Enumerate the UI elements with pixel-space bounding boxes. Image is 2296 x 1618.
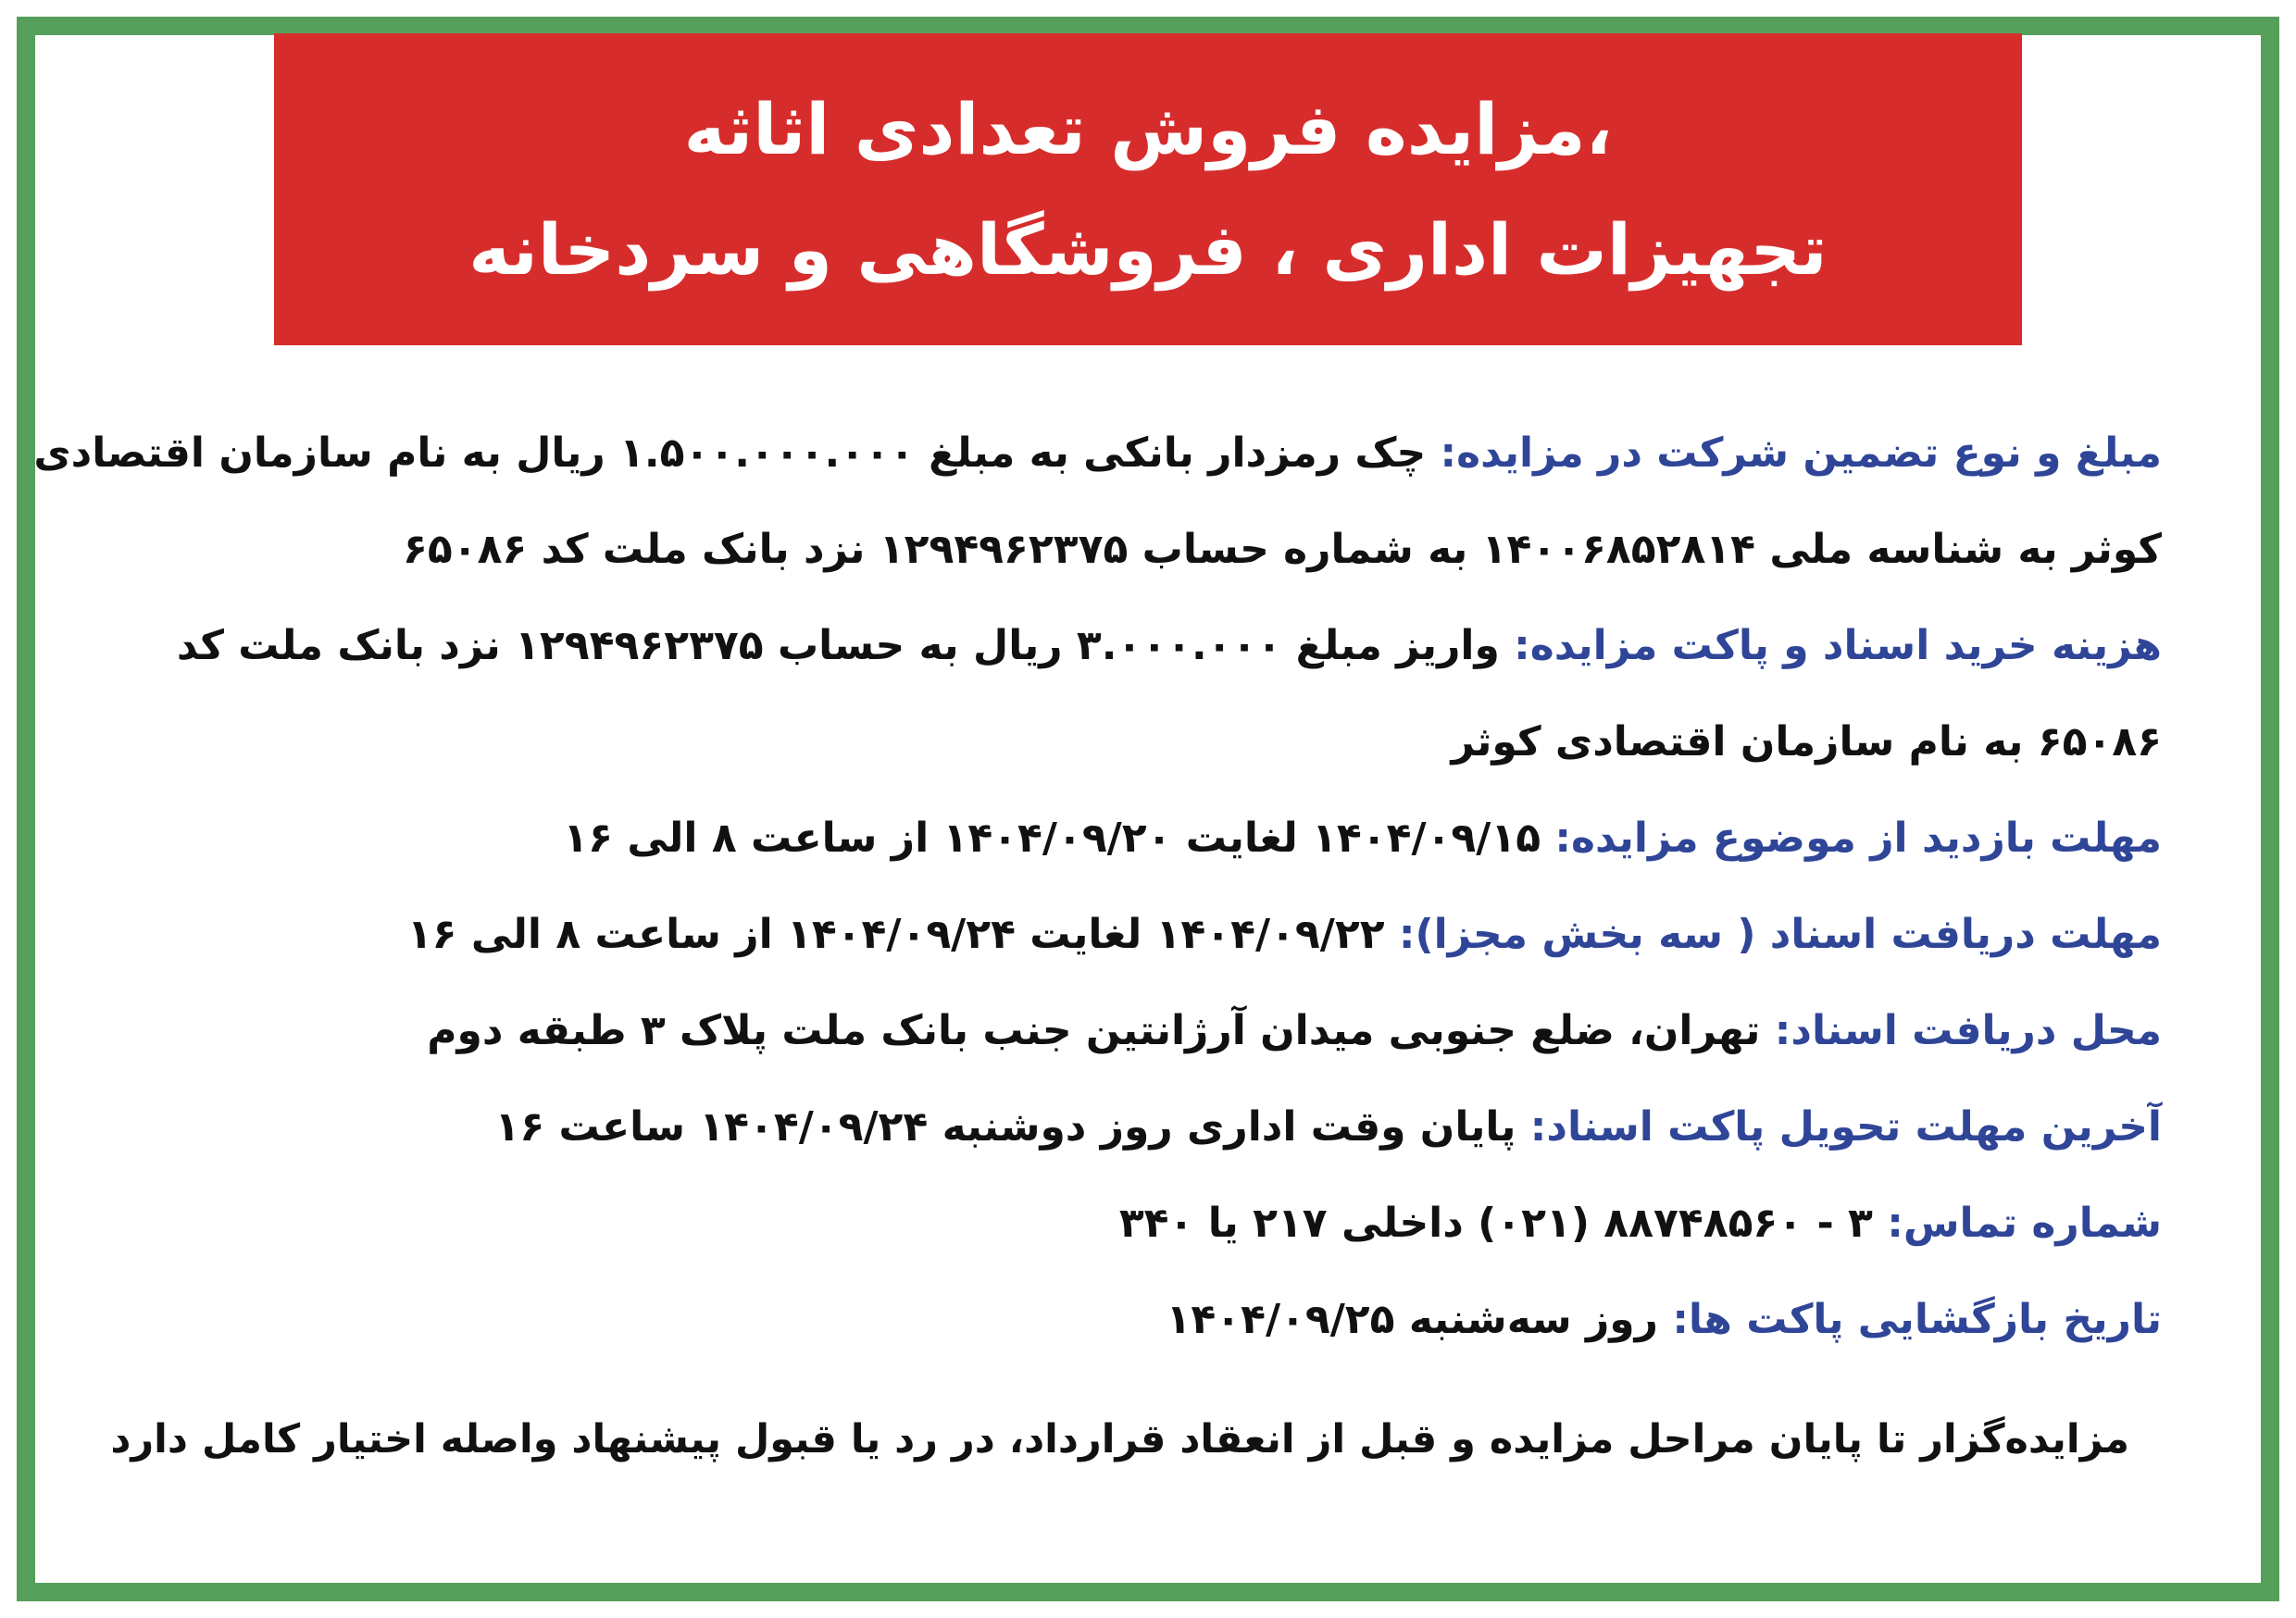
contact-text: ۳ - ۸۸۷۴۸۵۶۰ (۰۲۱) داخلی ۲۱۷ یا ۳۴۰ xyxy=(1118,1200,1873,1247)
documents-deadline-label: مهلت دریافت اسناد ( سه بخش مجزا): xyxy=(1398,911,2162,958)
title-banner xyxy=(274,33,2022,345)
documents-fee-row-1 xyxy=(176,598,2162,694)
guarantee-text-1: چک رمزدار بانکی به مبلغ ۱.۵۰۰.۰۰۰.۰۰۰ ریال به نام سازمان اقتصادی xyxy=(33,429,1427,477)
documents-location-row xyxy=(181,983,2162,1079)
documents-deadline-text: ۱۴۰۴/۰۹/۲۲ لغایت ۱۴۰۴/۰۹/۲۴ از ساعت ۸ الی ۱۶ xyxy=(406,911,1385,958)
opening-date-label: تاریخ بازگشایی پاکت ها: xyxy=(1672,1296,2162,1343)
submission-deadline-row xyxy=(181,1079,2162,1176)
documents-deadline-row xyxy=(181,887,2162,983)
documents-fee-text-1: واریز مبلغ ۳.۰۰۰.۰۰۰ ریال به حساب ۱۲۹۴۹۶۲۳۷۵ نزد بانک ملت کد xyxy=(176,622,1500,669)
visit-deadline-label: مهلت بازدید از موضوع مزایده: xyxy=(1554,815,2162,862)
documents-fee-label: هزینه خرید اسناد و پاکت مزایده: xyxy=(1514,622,2162,669)
submission-deadline-text: پایان وقت اداری روز دوشنبه ۱۴۰۴/۰۹/۲۴ ساعت ۱۶ xyxy=(494,1103,1516,1151)
guarantee-text-2: کوثر به شناسه ملی ۱۴۰۰۶۸۵۲۸۱۴ به شماره حساب ۱۲۹۴۹۶۲۳۷۵ نزد بانک ملت کد ۶۵۰۸۶ xyxy=(403,526,2162,573)
auction-details xyxy=(33,405,2162,1368)
submission-deadline-label: آخرین مهلت تحویل پاکت اسناد: xyxy=(1529,1103,2162,1151)
contact-row xyxy=(181,1176,2162,1272)
title-line-1: ،مزایده فروش تعدادی اثاثه xyxy=(683,87,1613,170)
visit-deadline-row xyxy=(181,790,2162,887)
opening-date-row xyxy=(181,1272,2162,1368)
guarantee-label: مبلغ و نوع تضمین شرکت در مزایده: xyxy=(1440,429,2162,477)
documents-fee-row-2 xyxy=(181,694,2162,790)
guarantee-row-1 xyxy=(33,405,2162,502)
visit-deadline-text: ۱۴۰۴/۰۹/۱۵ لغایت ۱۴۰۴/۰۹/۲۰ از ساعت ۸ الی ۱۶ xyxy=(563,815,1541,862)
guarantee-row-2 xyxy=(181,502,2162,598)
documents-fee-text-2: ۶۵۰۸۶ به نام سازمان اقتصادی کوثر xyxy=(1451,718,2162,765)
title-line-2: تجهیزات اداری ، فروشگاهی و سردخانه xyxy=(468,207,1828,291)
documents-location-label: محل دریافت اسناد: xyxy=(1774,1007,2162,1054)
opening-date-text: روز سه‌شنبه ۱۴۰۴/۰۹/۲۵ xyxy=(1166,1296,1658,1343)
footer-note: مزایده‌گزار تا پایان مراحل مزایده و قبل از انعقاد قرارداد، در رد یا قبول پیشنهاد واصله اختیار کامل دارد xyxy=(110,1416,2129,1462)
contact-label: شماره تماس: xyxy=(1887,1200,2162,1247)
documents-location-text: تهران، ضلع جنوبی میدان آرژانتین جنب بانک ملت پلاک ۳ طبقه دوم xyxy=(427,1007,1761,1054)
